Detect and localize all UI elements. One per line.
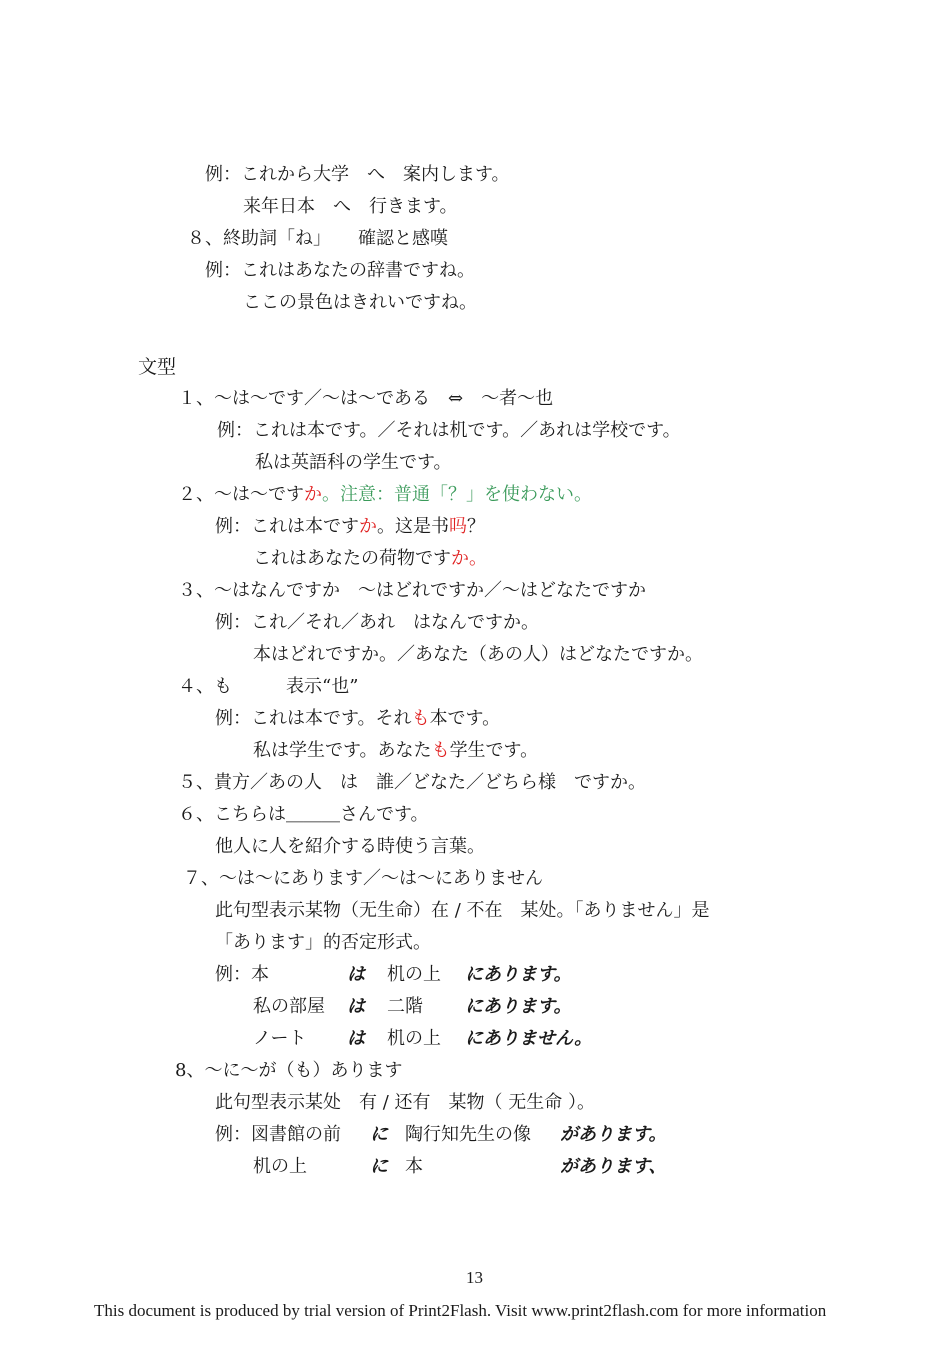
example-col-1: 例：本	[215, 964, 269, 985]
particle-highlight: か	[359, 516, 377, 537]
example-col-1: 私の部屋	[253, 996, 325, 1017]
example-particle: に	[370, 1156, 388, 1177]
example-particle: は	[347, 964, 365, 985]
explanation-line: 此句型表示某物（无生命）在 / 不在 某处。「ありません」是	[215, 900, 710, 921]
particle-highlight: も	[411, 708, 430, 729]
example-line: 私は英語科の学生です。	[255, 452, 452, 473]
example-line: 来年日本 へ 行きます。	[243, 196, 458, 217]
example-line: ここの景色はきれいですね。	[243, 292, 477, 313]
example-col-3: 二階	[387, 996, 423, 1017]
example-line	[253, 739, 538, 763]
pattern-6: ６、こちらは＿＿＿さんです。	[178, 804, 429, 825]
example-col-3: 本	[405, 1156, 423, 1177]
section-heading: 文型	[138, 356, 177, 378]
example-col-1: ノート	[253, 1028, 307, 1049]
note-text: 。注意：普通「？」を使わない。	[322, 484, 592, 505]
example-particle: は	[347, 1028, 365, 1049]
particle-highlight: 吗	[449, 516, 467, 537]
text: 。这是书	[377, 516, 449, 537]
explanation-line: 此句型表示某处 有 / 还有 某物（ 无生命 ）。	[215, 1092, 595, 1113]
example-line	[215, 707, 500, 731]
page-number: 13	[466, 1268, 483, 1287]
text: これはあなたの荷物です	[253, 548, 451, 569]
pattern-4: ４、も 表示“也”	[178, 676, 359, 697]
trial-notice: This document is produced by trial version of Print2Flash. Visit www.print2flash.com for more information	[94, 1301, 827, 1320]
example-col-3: 机の上	[387, 964, 441, 985]
explanation-line: 他人に人を紹介する時使う言葉。	[215, 836, 485, 857]
example-verb: があります、	[560, 1156, 667, 1177]
example-particle: は	[347, 996, 365, 1017]
example-verb: にあります。	[465, 996, 572, 1017]
example-particle: に	[370, 1124, 388, 1145]
text: ？	[467, 516, 485, 537]
particle-highlight: か	[304, 484, 322, 505]
example-line: 例：これは本です。／それは机です。／あれは学校です。	[217, 420, 681, 441]
example-line: 例：これはあなたの辞書ですね。	[205, 260, 475, 281]
pattern-3: ３、～はなんですか ～はどれですか／～はどなたですか	[178, 580, 646, 601]
text: 私は学生です。あなた	[253, 740, 432, 761]
pattern-5: ５、貴方／あの人 は 誰／どなた／どちら様 ですか。	[178, 772, 646, 793]
text: 本です。	[429, 708, 501, 729]
pattern-7: ７、～は～にあります／～は～にありません	[183, 868, 543, 889]
pattern-1: １、～は～です／～は～である ⇔ ～者～也	[178, 388, 554, 409]
text: ２、～は～です	[178, 484, 304, 505]
pattern-2	[178, 483, 592, 507]
example-line: 例：これ／それ／あれ はなんですか。	[215, 612, 539, 633]
example-verb: にあります。	[465, 964, 572, 985]
example-line: 例：これから大学 へ 案内します。	[205, 164, 510, 185]
text: 例：これは本です	[215, 516, 359, 537]
text: 学生です。	[449, 740, 539, 761]
item-heading: ８、終助詞「ね」 確認と感嘆	[187, 228, 448, 249]
particle-highlight: か。	[451, 548, 487, 569]
pattern-8: 8、～に～が（も）あります	[175, 1060, 403, 1081]
example-verb: があります。	[560, 1124, 667, 1145]
example-col-1: 例：図書館の前	[215, 1124, 341, 1145]
example-line	[215, 515, 485, 539]
explanation-line: 「あります」的否定形式。	[215, 932, 431, 953]
example-verb: にありません。	[465, 1028, 593, 1049]
particle-highlight: も	[431, 740, 450, 761]
example-col-3: 陶行知先生の像	[405, 1124, 531, 1145]
example-col-1: 机の上	[253, 1156, 307, 1177]
example-line	[253, 547, 487, 571]
text: 例：これは本です。それ	[215, 708, 412, 729]
example-line: 本はどれですか。／あなた（あの人）はどなたですか。	[253, 644, 703, 665]
example-col-3: 机の上	[387, 1028, 441, 1049]
